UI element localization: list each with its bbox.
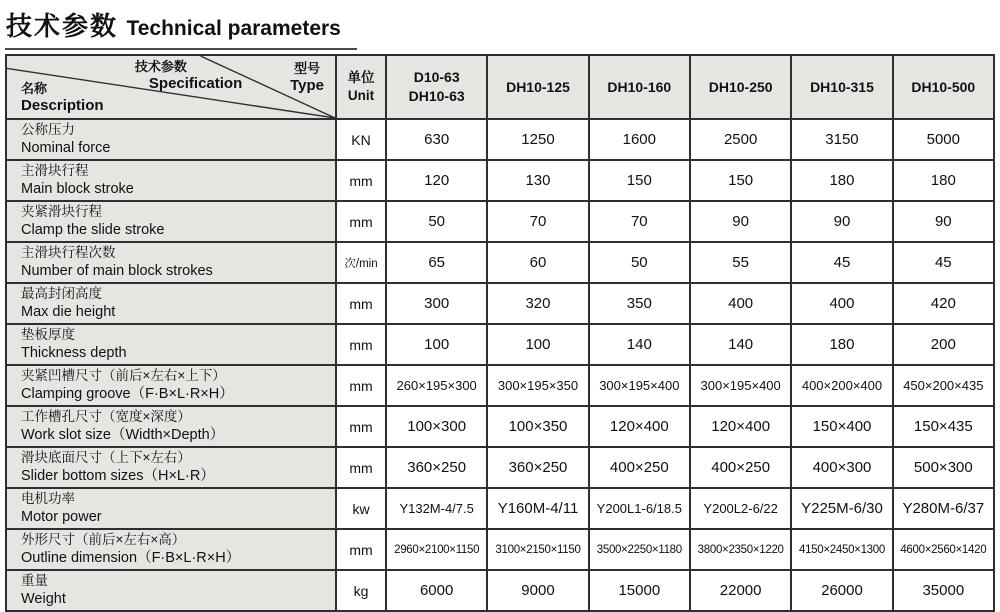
- row-value: 260×195×300: [386, 365, 487, 406]
- row-value: 50: [386, 201, 487, 242]
- row-unit: mm: [336, 406, 386, 447]
- row-description: 外形尺寸（前后×左右×高） Outline dimension（F·B×L·R×H）: [6, 529, 336, 570]
- row-unit: mm: [336, 447, 386, 488]
- row-value: 45: [893, 242, 994, 283]
- row-value: Y132M-4/7.5: [386, 488, 487, 529]
- row-value: 350: [589, 283, 690, 324]
- row-value: Y160M-4/11: [487, 488, 588, 529]
- row-value: 100×350: [487, 406, 588, 447]
- corner-header-cell: [6, 55, 336, 119]
- model-column-header: DH10-160: [589, 55, 690, 119]
- row-description: 夹紧凹槽尺寸（前后×左右×上下） Clamping groove（F·B×L·R×H）: [6, 365, 336, 406]
- row-value: 140: [690, 324, 791, 365]
- row-value: 90: [791, 201, 892, 242]
- row-value: 100: [487, 324, 588, 365]
- model-column-header: DH10-125: [487, 55, 588, 119]
- row-unit: KN: [336, 119, 386, 160]
- table-row: [6, 119, 994, 160]
- model-column-header: DH10-250: [690, 55, 791, 119]
- model-column-header: D10-63 DH10-63: [386, 55, 487, 119]
- row-description: 重量 Weight: [6, 570, 336, 611]
- row-value: 300×195×350: [487, 365, 588, 406]
- unit-column-header: [336, 55, 386, 119]
- row-description: 最高封闭高度 Max die height: [6, 283, 336, 324]
- description-label-en: Description: [21, 97, 104, 114]
- row-description: 公称压力 Nominal force: [6, 119, 336, 160]
- row-value: 90: [690, 201, 791, 242]
- row-value: 400: [791, 283, 892, 324]
- table-row: [6, 201, 994, 242]
- row-value: 6000: [386, 570, 487, 611]
- row-unit: mm: [336, 201, 386, 242]
- row-value: 60: [487, 242, 588, 283]
- row-value: 65: [386, 242, 487, 283]
- row-value: 45: [791, 242, 892, 283]
- row-value: 180: [791, 160, 892, 201]
- table-row: [6, 570, 994, 611]
- row-value: 5000: [893, 119, 994, 160]
- row-value: 120×400: [690, 406, 791, 447]
- row-description: 主滑块行程次数 Number of main block strokes: [6, 242, 336, 283]
- row-value: 400×250: [690, 447, 791, 488]
- row-value: 200: [893, 324, 994, 365]
- row-value: Y225M-6/30: [791, 488, 892, 529]
- row-unit: mm: [336, 324, 386, 365]
- corner-specification-label: [135, 59, 242, 93]
- table-row: [6, 242, 994, 283]
- technical-parameters-table: [5, 54, 995, 612]
- row-value: 300×195×400: [690, 365, 791, 406]
- row-unit: mm: [336, 529, 386, 570]
- row-description: 垫板厚度 Thickness depth: [6, 324, 336, 365]
- row-value: 1250: [487, 119, 588, 160]
- type-label-en: Type: [290, 76, 324, 94]
- corner-description-label: [21, 81, 104, 115]
- unit-header-en: Unit: [347, 88, 375, 103]
- row-value: 300: [386, 283, 487, 324]
- row-value: 9000: [487, 570, 588, 611]
- row-description: 主滑块行程 Main block stroke: [6, 160, 336, 201]
- model-column-header: DH10-315: [791, 55, 892, 119]
- row-value: 140: [589, 324, 690, 365]
- row-description: 夹紧滑块行程 Clamp the slide stroke: [6, 201, 336, 242]
- table-header-row: [6, 55, 994, 119]
- row-unit: mm: [336, 365, 386, 406]
- row-value: 400×300: [791, 447, 892, 488]
- row-value: 1600: [589, 119, 690, 160]
- row-value: 22000: [690, 570, 791, 611]
- row-value: 150×400: [791, 406, 892, 447]
- row-value: 70: [487, 201, 588, 242]
- table-row: [6, 160, 994, 201]
- row-value: Y200L2-6/22: [690, 488, 791, 529]
- table-body: [6, 119, 994, 611]
- table-row: [6, 529, 994, 570]
- row-value: 3800×2350×1220: [690, 529, 791, 570]
- row-unit: kg: [336, 570, 386, 611]
- table-row: [6, 283, 994, 324]
- model-column-header: DH10-500: [893, 55, 994, 119]
- table-row: [6, 324, 994, 365]
- row-unit: mm: [336, 283, 386, 324]
- row-value: 180: [893, 160, 994, 201]
- row-value: 400: [690, 283, 791, 324]
- table-row: [6, 488, 994, 529]
- row-value: 400×250: [589, 447, 690, 488]
- row-description: 工作槽孔尺寸（宽度×深度） Work slot size（Width×Depth）: [6, 406, 336, 447]
- row-value: 450×200×435: [893, 365, 994, 406]
- row-value: 2960×2100×1150: [386, 529, 487, 570]
- row-value: 150: [690, 160, 791, 201]
- description-label-zh: 名称: [21, 81, 48, 97]
- table-row: [6, 365, 994, 406]
- row-value: 35000: [893, 570, 994, 611]
- row-value: 90: [893, 201, 994, 242]
- row-unit: kw: [336, 488, 386, 529]
- row-value: 100×300: [386, 406, 487, 447]
- specification-label-zh: 技术参数: [134, 59, 187, 74]
- row-value: 500×300: [893, 447, 994, 488]
- row-value: Y200L1-6/18.5: [589, 488, 690, 529]
- row-unit: 次/min: [336, 242, 386, 283]
- row-value: 70: [589, 201, 690, 242]
- row-value: 630: [386, 119, 487, 160]
- row-value: 120: [386, 160, 487, 201]
- row-value: 2500: [690, 119, 791, 160]
- unit-header-zh: 单位: [347, 70, 375, 86]
- row-value: 100: [386, 324, 487, 365]
- row-value: 50: [589, 242, 690, 283]
- row-value: 180: [791, 324, 892, 365]
- row-value: Y280M-6/37: [893, 488, 994, 529]
- row-value: 120×400: [589, 406, 690, 447]
- row-value: 55: [690, 242, 791, 283]
- row-value: 420: [893, 283, 994, 324]
- row-value: 26000: [791, 570, 892, 611]
- page-title: [5, 4, 357, 50]
- row-value: 150×435: [893, 406, 994, 447]
- row-value: 130: [487, 160, 588, 201]
- page-title-zh: 技术参数: [6, 11, 119, 41]
- table-row: [6, 447, 994, 488]
- type-label-zh: 型号: [294, 61, 321, 76]
- row-value: 3100×2150×1150: [487, 529, 588, 570]
- page-title-en: Technical parameters: [126, 17, 341, 40]
- row-value: 3150: [791, 119, 892, 160]
- row-description: 电机功率 Motor power: [6, 488, 336, 529]
- row-value: 400×200×400: [791, 365, 892, 406]
- table-row: [6, 406, 994, 447]
- corner-type-label: [290, 61, 324, 95]
- row-value: 15000: [589, 570, 690, 611]
- row-value: 150: [589, 160, 690, 201]
- specification-label-en: Specification: [148, 74, 243, 92]
- row-value: 360×250: [386, 447, 487, 488]
- row-value: 4600×2560×1420: [893, 529, 994, 570]
- row-value: 360×250: [487, 447, 588, 488]
- row-description: 滑块底面尺寸（上下×左右） Slider bottom sizes（H×L·R）: [6, 447, 336, 488]
- row-value: 3500×2250×1180: [589, 529, 690, 570]
- row-value: 4150×2450×1300: [791, 529, 892, 570]
- row-value: 300×195×400: [589, 365, 690, 406]
- row-value: 320: [487, 283, 588, 324]
- row-unit: mm: [336, 160, 386, 201]
